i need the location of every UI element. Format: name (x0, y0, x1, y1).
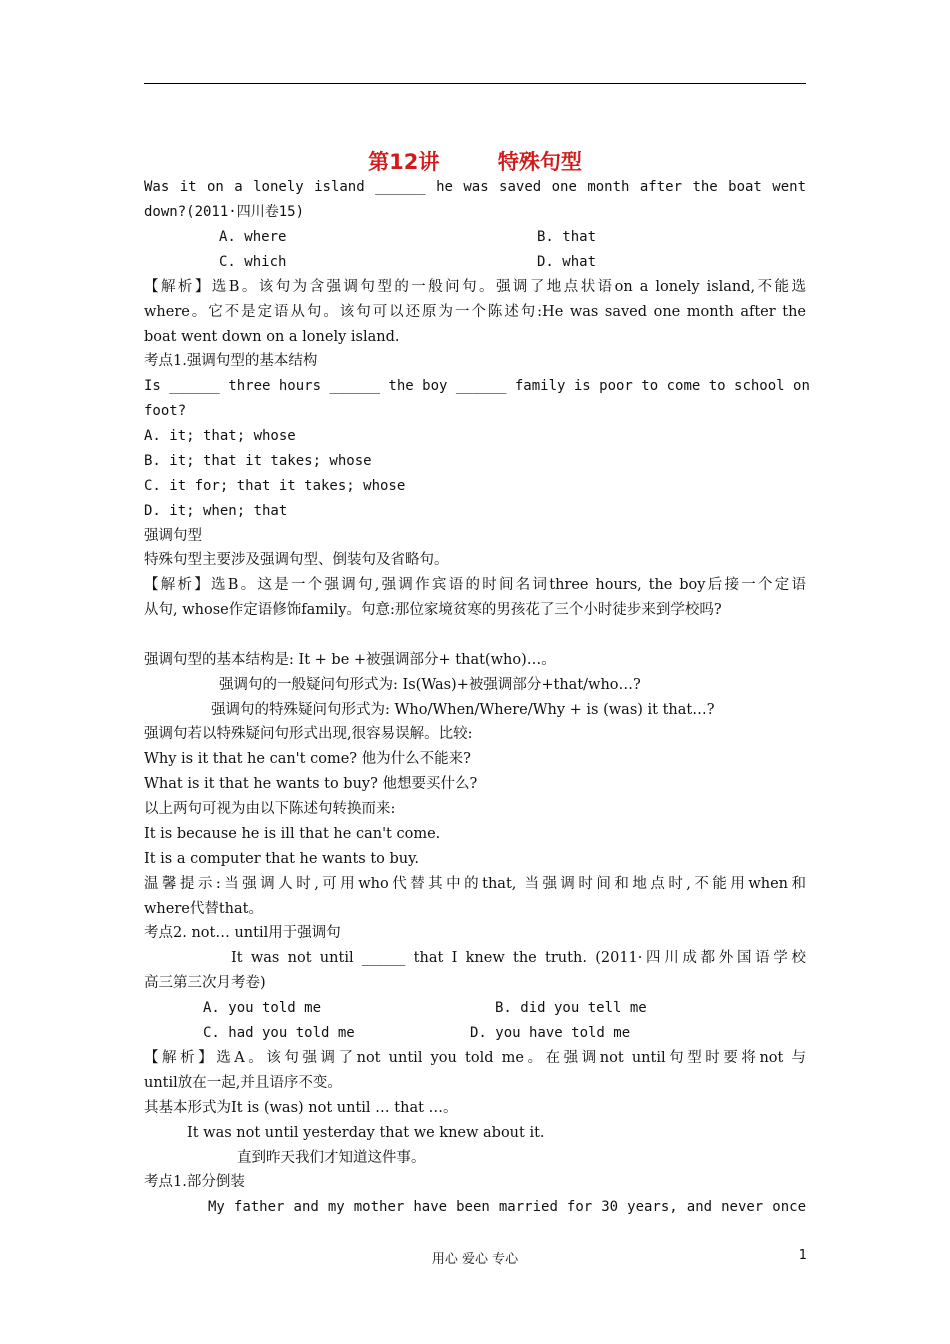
example-1: Why is it that he can't come? 他为什么不能来? (144, 751, 471, 767)
question-2-option-d: D. it; when; that (144, 503, 288, 519)
question-2-option-b: B. it; that it takes; whose (144, 453, 372, 469)
question-3-option-a: A. you told me (203, 1000, 322, 1016)
question-2-stem-line-1: Is ______ three hours ______ the boy ______ family is poor to come to school on (144, 378, 810, 394)
question-3-analysis-line-2: until放在一起,并且语序不变。 (144, 1075, 342, 1091)
page-title: 第12讲 特殊句型 (368, 150, 582, 174)
question-2-option-c: C. it for; that it takes; whose (144, 478, 406, 494)
header-rule (144, 83, 806, 84)
question-1-option-d: D. what (537, 254, 597, 270)
question-1-option-b: B. that (537, 229, 597, 245)
tip-line-2: where代替that。 (144, 901, 263, 917)
question-1-analysis-line-2: where。它不是定语从句。该句可以还原为一个陈述句:He was saved one month after the (144, 304, 806, 320)
point-2-heading: 考点2. not… until用于强调句 (144, 925, 341, 941)
convert-note: 以上两句可视为由以下陈述句转换而来: (144, 801, 396, 817)
question-1-option-c: C. which (219, 254, 287, 270)
basic-structure: 强调句型的基本结构是: It + be +被强调部分+ that(who)…。 (144, 652, 556, 668)
question-2-option-a: A. it; that; whose (144, 428, 296, 444)
question-3-analysis-line-1: 【解析】选A。该句强调了not until you told me。在强调not until句型时要将not 与 (144, 1050, 806, 1066)
statement-2: It is a computer that he wants to buy. (144, 851, 419, 867)
question-2-analysis-line-1: 【解析】选B。这是一个强调句,强调作宾语的时间名词three hours, the boy后接一个定语 (144, 577, 806, 593)
point-1-heading: 考点1.强调句型的基本结构 (144, 353, 318, 369)
question-1-option-a: A. where (219, 229, 287, 245)
question-4-stem-line-1: My father and my mother have been married for 30 years, and never once (208, 1199, 806, 1215)
point-3-heading: 考点1.部分倒装 (144, 1174, 245, 1190)
basic-form: 其基本形式为It is (was) not until … that …。 (144, 1100, 458, 1116)
form-example-translation: 直到昨天我们才知道这件事。 (237, 1150, 426, 1166)
page-number: 1 (798, 1248, 807, 1263)
form-example: It was not until yesterday that we knew about it. (187, 1125, 545, 1141)
question-3-option-d: D. you have told me (470, 1025, 631, 1041)
example-2: What is it that he wants to buy? 他想要买什么? (144, 776, 478, 792)
question-3-option-c: C. had you told me (203, 1025, 355, 1041)
question-3-stem-line-2: 高三第三次月考卷) (144, 975, 266, 991)
question-1-stem-line-1: Was it on a lonely island ______ he was saved one month after the boat went (144, 179, 806, 195)
intro-text: 特殊句型主要涉及强调句型、倒装句及省略句。 (144, 552, 449, 568)
tip-line-1: 温馨提示:当强调人时,可用who代替其中的that, 当强调时间和地点时,不能用when和 (144, 876, 806, 892)
statement-1: It is because he is ill that he can't come. (144, 826, 441, 842)
question-1-analysis-line-1: 【解析】选B。该句为含强调句型的一般问句。强调了地点状语on a lonely island,不能选 (144, 279, 806, 295)
question-3-option-b: B. did you tell me (495, 1000, 647, 1016)
compare-note: 强调句若以特殊疑问句形式出现,很容易误解。比较: (144, 726, 473, 742)
emphasis-heading: 强调句型 (144, 528, 202, 544)
general-question-form: 强调句的一般疑问句形式为: Is(Was)+被强调部分+that/who…? (219, 677, 641, 693)
question-3-stem-line-1: It was not until ______ that I knew the truth. (2011·四川成都外国语学校 (231, 950, 806, 966)
question-1-stem-line-2: down?(2011·四川卷15) (144, 204, 305, 220)
page-footer: 用心 爱心 专心 (431, 1252, 519, 1267)
question-2-analysis-line-2: 从句, whose作定语修饰family。句意:那位家境贫寒的男孩花了三个小时徒步来到学校吗? (144, 602, 722, 618)
question-1-analysis-line-3: boat went down on a lonely island. (144, 329, 400, 345)
special-question-form: 强调句的特殊疑问句形式为: Who/When/Where/Why + is (was) it that…? (211, 702, 715, 718)
question-2-stem-line-2: foot? (144, 403, 187, 419)
